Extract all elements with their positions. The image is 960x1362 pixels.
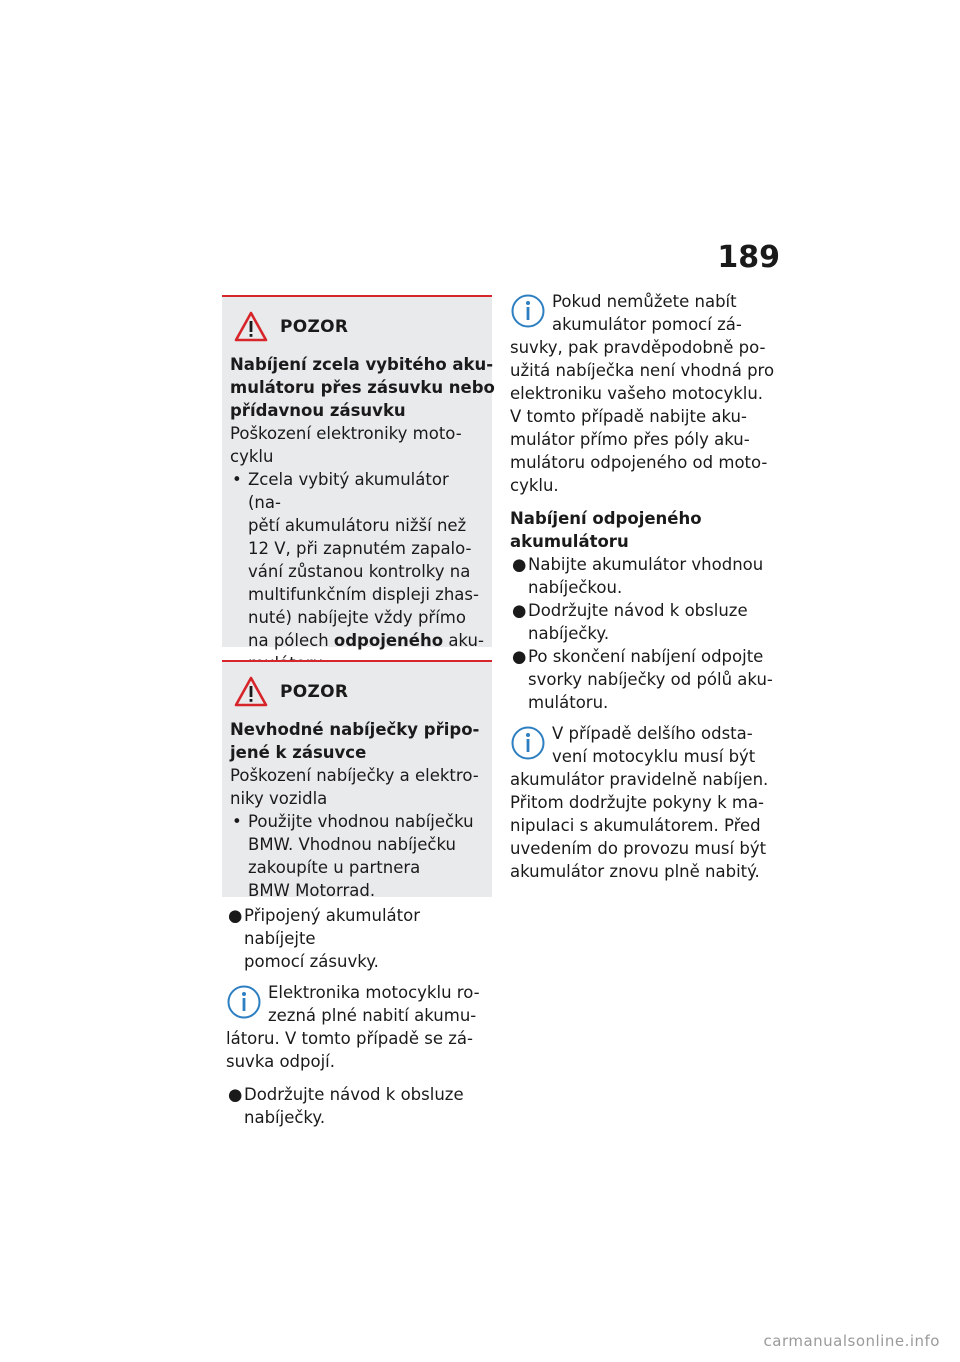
warning-label: POZOR xyxy=(280,682,349,702)
right-column-text xyxy=(510,290,780,883)
list-item: ● Nabijte akumulátor vhodnou nabíječkou. xyxy=(512,555,764,597)
warning-bullet: • Zcela vybitý akumulátor (na- pětí akumulátoru nižší než 12 V, při zapnutém zapalo- vání zůstanou kontrolky na multifunkčním displeji zhas- nuté) nabíjejte vždy přímo na pólech odpojeného aku- xyxy=(232,470,484,650)
info-icon xyxy=(510,725,546,761)
list-item: ● Připojený akumulátor nabíjejte pomocí zásuvky. xyxy=(228,906,420,971)
warning-header xyxy=(230,676,484,714)
list-item: ● Dodržujte návod k obsluze nabíječky. xyxy=(512,601,748,643)
footer-watermark: carmanualsonline.info xyxy=(763,1332,940,1350)
warning-label: POZOR xyxy=(280,317,349,337)
warning-box-2 xyxy=(222,660,492,900)
warning-description: Poškození nabíječky a elektro- niky vozidla xyxy=(230,766,479,808)
warning-box-1 xyxy=(222,295,495,650)
warning-title: Nabíjení zcela vybitého aku- mulátoru přes zásuvku nebo přídavnou zásuvku xyxy=(230,355,495,420)
info-note: Pokud nemůžete nabít akumulátor pomocí zá- suvky, pak pravděpodobně po- užitá nabíječka není vhodná pro elektroniku vašeho motocyklu. V tomto případě nabijte aku- mulátor přímo přes póly aku- mulátoru odpojeného od moto- cyklu. xyxy=(510,292,775,495)
warning-bullet: • Použijte vhodnou nabíječku BMW. Vhodnou nabíječku zakoupíte u partnera BMW Motorrad. xyxy=(232,812,474,900)
info-icon xyxy=(226,984,262,1020)
warning-triangle-icon xyxy=(234,311,268,343)
page-number: 189 xyxy=(717,240,780,275)
section-title: Nabíjení odpojeného akumulátoru xyxy=(510,509,702,551)
warning-header xyxy=(230,311,484,349)
info-note: Elektronika motocyklu ro- zezná plné nabití akumu- látoru. V tomto případě se zá- suvka odpojí. xyxy=(226,983,480,1071)
info-note: V případě delšího odsta- vení motocyklu musí být akumulátor pravidelně nabíjen. Přitom dodržujte pokyny k ma- nipulaci s akumulátorem. Před uvedením do provozu musí být akumulátor znovu plně nabitý. xyxy=(510,724,769,881)
warning-description: Poškození elektroniky moto- cyklu xyxy=(230,424,462,466)
left-column-text xyxy=(226,904,496,1129)
warning-title: Nevhodné nabíječky připo- jené k zásuvce xyxy=(230,720,480,762)
list-item: ● Po skončení nabíjení odpojte svorky nabíječky od pólů aku- mulátoru. xyxy=(512,647,773,712)
list-item: ● Dodržujte návod k obsluze nabíječky. xyxy=(228,1085,464,1127)
warning-triangle-icon xyxy=(234,676,268,708)
info-icon xyxy=(510,293,546,329)
